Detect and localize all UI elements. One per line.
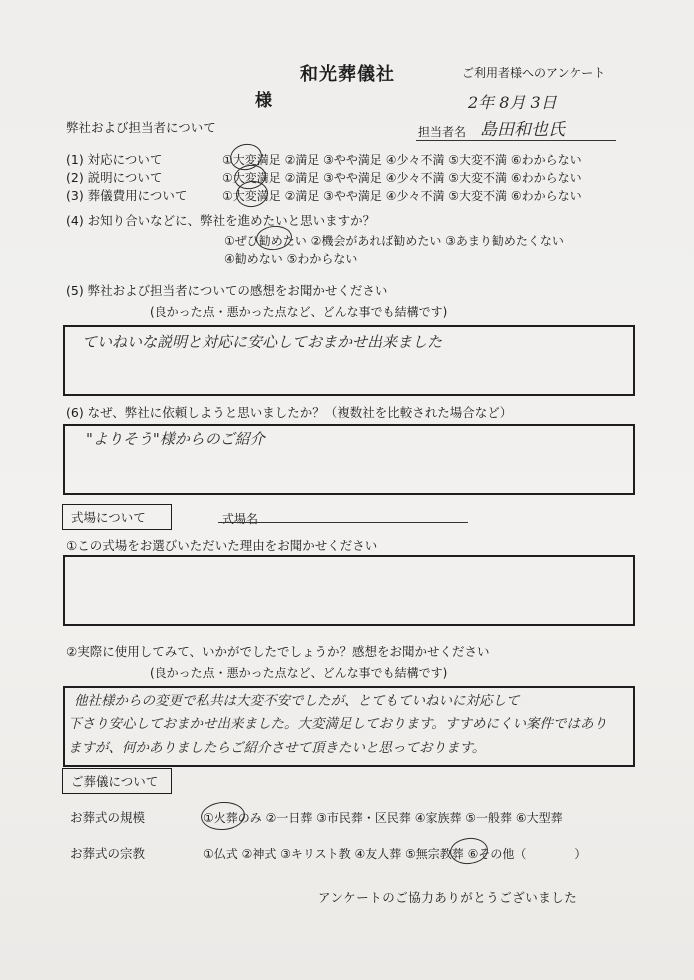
funeral-religion-options: ①仏式 ②神式 ③キリスト教 ④友人葬 ⑤無宗教葬 ⑥その他（ ）: [203, 847, 587, 861]
venue-q2-answer-line3: ますが、何かありましたらご紹介させて頂きたいと思っております。: [68, 740, 486, 756]
q2-label: (2) 説明について: [66, 170, 163, 185]
venue-q2-label: ②実際に使用してみて、いかがでしたでしょうか？感想をお聞かせください: [66, 644, 490, 659]
staff-section-heading: 弊社および担当者について: [66, 120, 216, 135]
funeral-scale-label: お葬式の規模: [70, 810, 146, 825]
company-name: 和光葬儀社: [300, 64, 395, 85]
addressee-suffix: 様: [255, 91, 272, 111]
q4-label: (4) お知り合いなどに、弊社を進めたいと思いますか？: [66, 213, 376, 228]
survey-title: ご利用者様へのアンケート: [462, 66, 606, 80]
q5-hint: (良かった点・悪かった点など、どんな事でも結構です): [150, 305, 448, 319]
staff-name-underline: [416, 140, 616, 141]
venue-section-heading: 式場について: [62, 504, 172, 530]
q3-label: (3) 葬儀費用について: [66, 188, 188, 203]
funeral-scale-selection-mark: [200, 800, 246, 831]
venue-q1-label: ①この式場をお選びいただいた理由をお聞かせください: [66, 538, 378, 553]
q4-options-line1: ①ぜひ勧めたい ②機会があれば勧めたい ③あまり勧めたくない: [224, 234, 564, 248]
staff-name-label: 担当者名: [418, 125, 467, 139]
q1-options: ①大変満足 ②満足 ③やや満足 ④少々不満 ⑤大変不満 ⑥わからない: [222, 153, 582, 167]
funeral-section-heading: ご葬儀について: [62, 768, 172, 794]
q2-options: ①大変満足 ②満足 ③やや満足 ④少々不満 ⑤大変不満 ⑥わからない: [222, 171, 582, 185]
q5-label: (5) 弊社および担当者についての感想をお聞かせください: [66, 283, 388, 298]
q1-label: (1) 対応について: [66, 152, 163, 167]
funeral-religion-label: お葬式の宗教: [70, 846, 146, 861]
survey-date: 2年 8月 3日: [468, 93, 557, 112]
q6-answer: "よりそう"様からのご紹介: [86, 430, 265, 448]
staff-name: 島田和也氏: [480, 120, 565, 140]
venue-name-underline: [218, 522, 468, 523]
q5-answer: ていねいな説明と対応に安心しておまかせ出来ました: [82, 333, 443, 351]
q3-options: ①大変満足 ②満足 ③やや満足 ④少々不満 ⑤大変不満 ⑥わからない: [222, 189, 582, 203]
footer-thanks: アンケートのご協力ありがとうございました: [318, 890, 578, 905]
q6-label: (6) なぜ、弊社に依頼しようと思いましたか？（複数社を比較された場合など）: [66, 405, 513, 420]
venue-q2-answer-line2: 下さり安心しておまかせ出来ました。大変満足しております。すすめにくい案件ではあり: [68, 716, 608, 732]
venue-q1-answer-box: [63, 555, 635, 626]
funeral-scale-options: ①火葬のみ ②一日葬 ③市民葬・区民葬 ④家族葬 ⑤一般葬 ⑥大型葬: [203, 811, 563, 825]
q4-options-line2: ④勧めない ⑤わからない: [224, 252, 358, 266]
venue-q2-answer-line1: 他社様からの変更で私共は大変不安でしたが、とてもていねいに対応して: [74, 693, 520, 709]
venue-q2-hint: (良かった点・悪かった点など、どんな事でも結構です): [150, 666, 448, 680]
venue-name-label: 式場名: [222, 512, 259, 526]
